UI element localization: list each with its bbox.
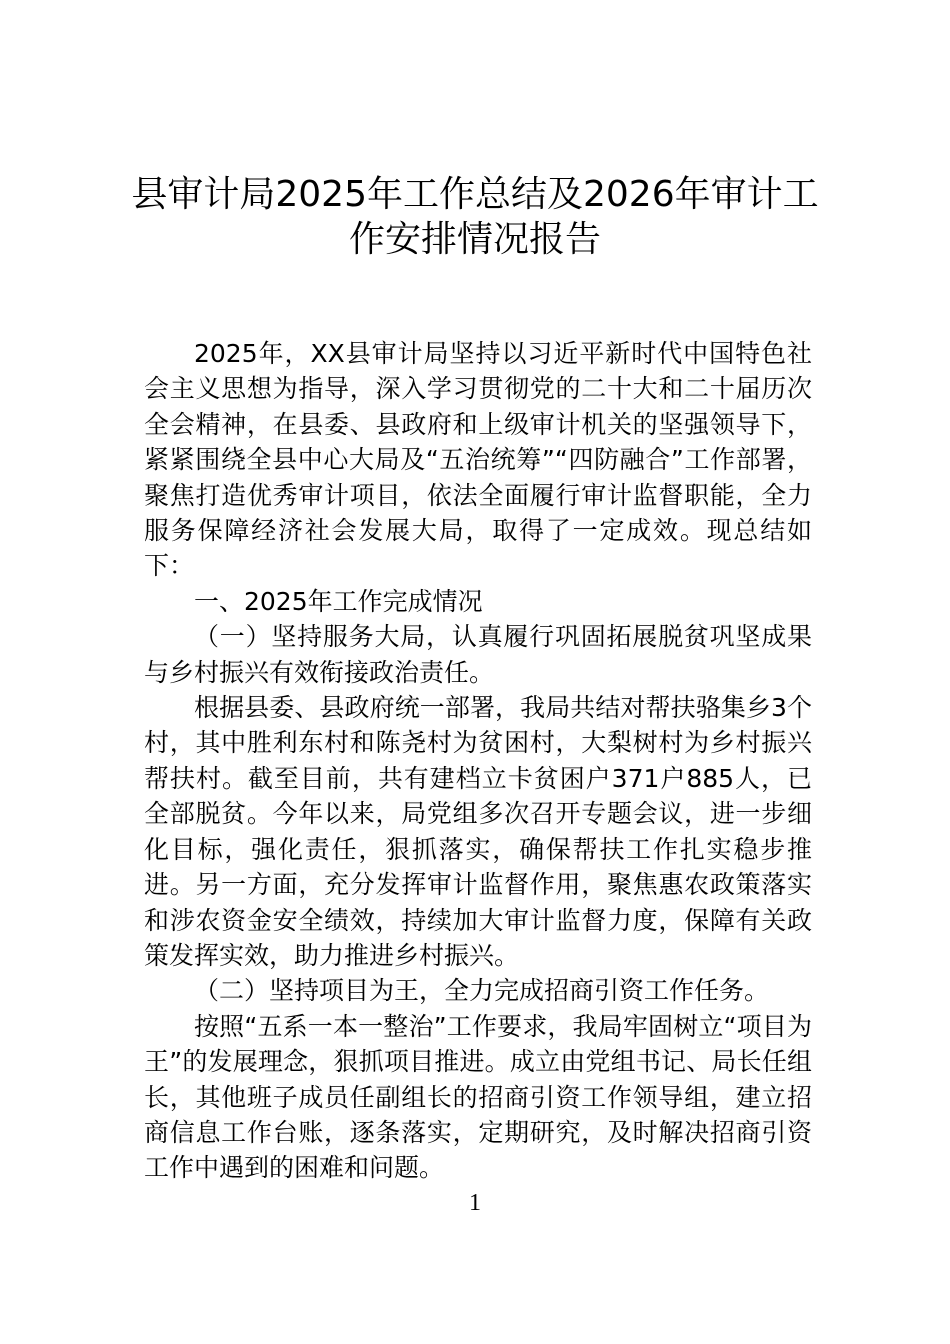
document-title-line-1: 县审计局2025年工作总结及2026年审计工 <box>131 174 819 215</box>
body-paragraph-poverty-relief: 根据县委、县政府统一部署，我局共结对帮扶骆集乡3个村，其中胜利东村和陈尧村为贫困村，大梨树村为乡村振兴帮扶村。截至目前，共有建档立卡贫困户371户885人，已全部脱贫。今年以来，局党组多次召开专题会议，进一步细化目标，强化责任，狠抓落实，确保帮扶工作扎实稳步推进。另一方面，充分发挥审计监督作用，聚焦惠农政策落实和涉农资金安全绩效，持续加大审计监督力度，保障有关政策发挥实效，助力推进乡村振兴。 <box>144 693 812 970</box>
intro-paragraph: 2025年，XX县审计局坚持以习近平新时代中国特色社会主义思想为指导，深入学习贯彻党的二十大和二十届历次全会精神，在县委、县政府和上级审计机关的坚强领导下，紧紧围绕全县中心大局及“五治统筹”“四防融合”工作部署，聚焦打造优秀审计项目，依法全面履行审计监督职能，全力服务保障经济社会发展大局，取得了一定成效。现总结如下： <box>144 339 812 581</box>
document-body <box>144 336 812 1186</box>
subsection-heading-1: （一）坚持服务大局，认真履行巩固拓展脱贫巩坚成果与乡村振兴有效衔接政治责任。 <box>144 622 812 687</box>
section-heading-1: 一、2025年工作完成情况 <box>194 586 483 616</box>
page-number: 1 <box>469 1190 481 1216</box>
body-paragraph-investment: 按照“五系一本一整治”工作要求，我局牢固树立“项目为王”的发展理念，狠抓项目推进。成立由党组书记、局长任组长，其他班子成员任副组长的招商引资工作领导组，建立招商信息工作台账，逐条落实，定期研究，及时解决招商引资工作中遇到的困难和问题。 <box>144 1011 812 1183</box>
document-title-line-2: 作安排情况报告 <box>348 219 601 260</box>
subsection-heading-2: （二）坚持项目为王，全力完成招商引资工作任务。 <box>194 976 770 1006</box>
